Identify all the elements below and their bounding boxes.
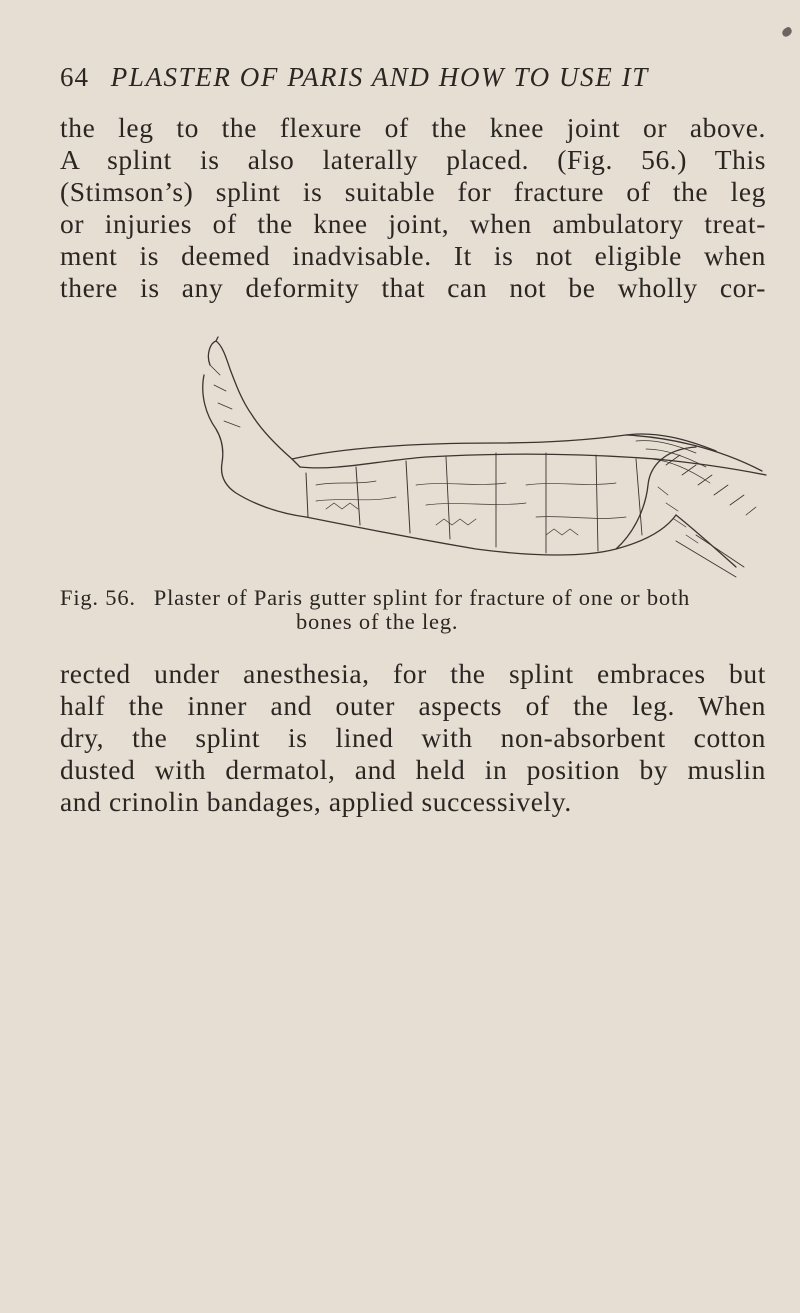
text-line: the leg to the flexure of the knee joint or above. (60, 112, 766, 143)
text-line: rected under anesthesia, for the splint embraces but (60, 658, 766, 689)
text-line: half the inner and outer aspects of the leg. When (60, 690, 766, 721)
ink-blot (781, 26, 794, 38)
figure-label: Fig. 56. (60, 585, 136, 610)
text-line: or injuries of the knee joint, when ambulatory treat- (60, 208, 766, 239)
text-line: (Stimson’s) splint is suitable for fracture of the leg (60, 176, 766, 207)
running-header (60, 62, 760, 93)
text-line: dry, the splint is lined with non-absorbent cotton (60, 722, 766, 753)
text-line: A splint is also laterally placed. (Fig. 56.) This (60, 144, 766, 175)
text-line: ment is deemed inadvisable. It is not eligible when (60, 240, 766, 271)
paragraph-bottom (60, 658, 766, 818)
text-line: and crinolin bandages, applied successively. (60, 786, 572, 817)
caption-text-line1: Plaster of Paris gutter splint for fracture of one or both (153, 585, 691, 610)
text-line: there is any deformity that can not be wholly cor- (60, 272, 766, 303)
page-number: 64 (60, 62, 89, 92)
caption-text-line2: bones of the leg. (296, 609, 459, 634)
leg-splint-illustration (196, 335, 776, 580)
running-title: PLASTER OF PARIS AND HOW TO USE IT (110, 62, 649, 92)
paragraph-top (60, 112, 766, 304)
text-line: dusted with dermatol, and held in position by muslin (60, 754, 766, 785)
figure-caption (60, 586, 766, 634)
